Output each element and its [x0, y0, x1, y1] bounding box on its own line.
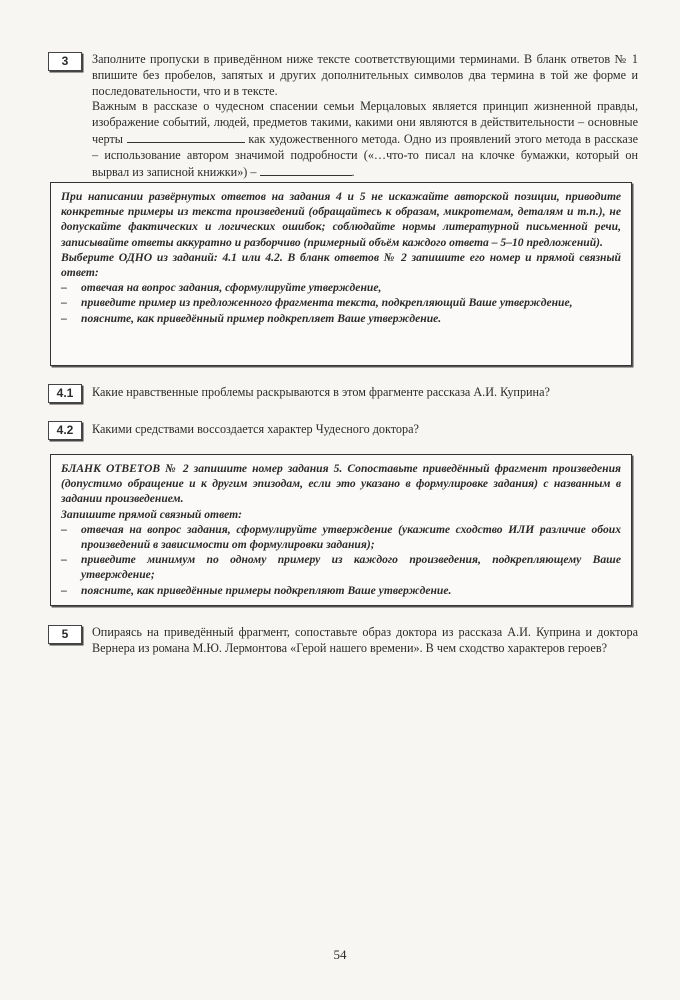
task-3: [48, 52, 638, 177]
task-3-instruction: Заполните пропуски в приведённом ниже тексте соответствующими терминами. В бланк ответов № 1 впишите без пробелов, запятых и других дополнительных символов два термина в той же форме и последовательности, что и в тексте.: [92, 52, 638, 98]
task-number-badge: 3: [48, 52, 82, 71]
page-number: 54: [333, 947, 347, 962]
task-3-text-part3: .: [351, 164, 355, 179]
task-3-text-part1: Важным в рассказе о чудесном спасении семьи Мерцаловых является принцип жизненной правды, изображение событий, людей, предметов такими, какими они являются в действительности – основные черты: [92, 99, 638, 146]
answer-blank-1: [127, 131, 245, 143]
instruction-box-tasks-4-5: [50, 182, 632, 366]
box1-list-item: – поясните, как приведённый пример подкрепляет Ваше утверждение.: [61, 311, 442, 325]
box1-list-item: – приведите пример из предложенного фрагмента текста, подкрепляющий Ваше утверждение,: [61, 296, 573, 310]
box1-choose: Выберите ОДНО из заданий: 4.1 или 4.2. В бланк ответов № 2 запишите его номер и прямой связный ответ:: [61, 250, 621, 280]
box2-intro: БЛАНК ОТВЕТОВ № 2 запишите номер задания 5. Сопоставьте приведённый фрагмент произведения (допустимо обращение и к другим эпизодам, если это указано в формулировке задания) с названным в задании произведением.: [61, 462, 621, 506]
task-4-1-text: Какие нравственные проблемы раскрываются в этом фрагменте рассказа А.И. Куприна?: [92, 385, 550, 399]
task-3-text-part2: как художественного метода. Одно из проявлений этого метода в рассказе – использование автором значимой подробности («…что-то писал на клочке бумажки, который он вырвал из записной книжки») –: [92, 131, 639, 179]
box1-intro: При написании развёрнутых ответов на задания 4 и 5 не искажайте авторской позиции, приводите конкретные примеры из текста произведений (обращайтесь к образам, микротемам, деталям и т.п.), не допускайте фактических и логических ошибок; соблюдайте нормы литературной письменной речи, записывайте ответы аккуратно и разборчиво (примерный объём каждого ответа – 5–10 предложений).: [61, 190, 621, 249]
answer-blank-2: [260, 164, 352, 176]
task-4-1: [48, 384, 638, 404]
instruction-box-task-5: [50, 454, 632, 606]
task-3-text: [92, 52, 638, 180]
box2-list-item: – отвечая на вопрос задания, сформулируйте утверждение (укажите сходство ИЛИ различие обоих произведений в зависимости от формулировки задания);: [61, 522, 621, 552]
task-4-2: [48, 421, 638, 441]
box2-write: Запишите прямой связный ответ:: [61, 507, 242, 521]
task-5-text: Опираясь на приведённый фрагмент, сопоставьте образ доктора из рассказа А.И. Куприна и доктора Вернера из романа М.Ю. Лермонтова «Герой нашего времени». В чем сходство характеров героев?: [92, 625, 638, 655]
box2-list-item: – поясните, как приведённые примеры подкрепляют Ваше утверждение.: [61, 583, 452, 597]
task-number-badge: 4.2: [48, 421, 82, 440]
task-3-fill-text: [92, 99, 638, 180]
box2-list-item: – приведите минимум по одному примеру из каждого произведения, подкрепляющему Ваше утверждение;: [61, 553, 621, 582]
task-4-2-text: Какими средствами воссоздается характер Чудесного доктора?: [92, 422, 419, 436]
task-number-badge: 5: [48, 625, 82, 644]
task-number-badge: 4.1: [48, 384, 82, 403]
task-5: [48, 625, 638, 675]
box1-list-item: – отвечая на вопрос задания, сформулируйте утверждение,: [61, 281, 382, 295]
